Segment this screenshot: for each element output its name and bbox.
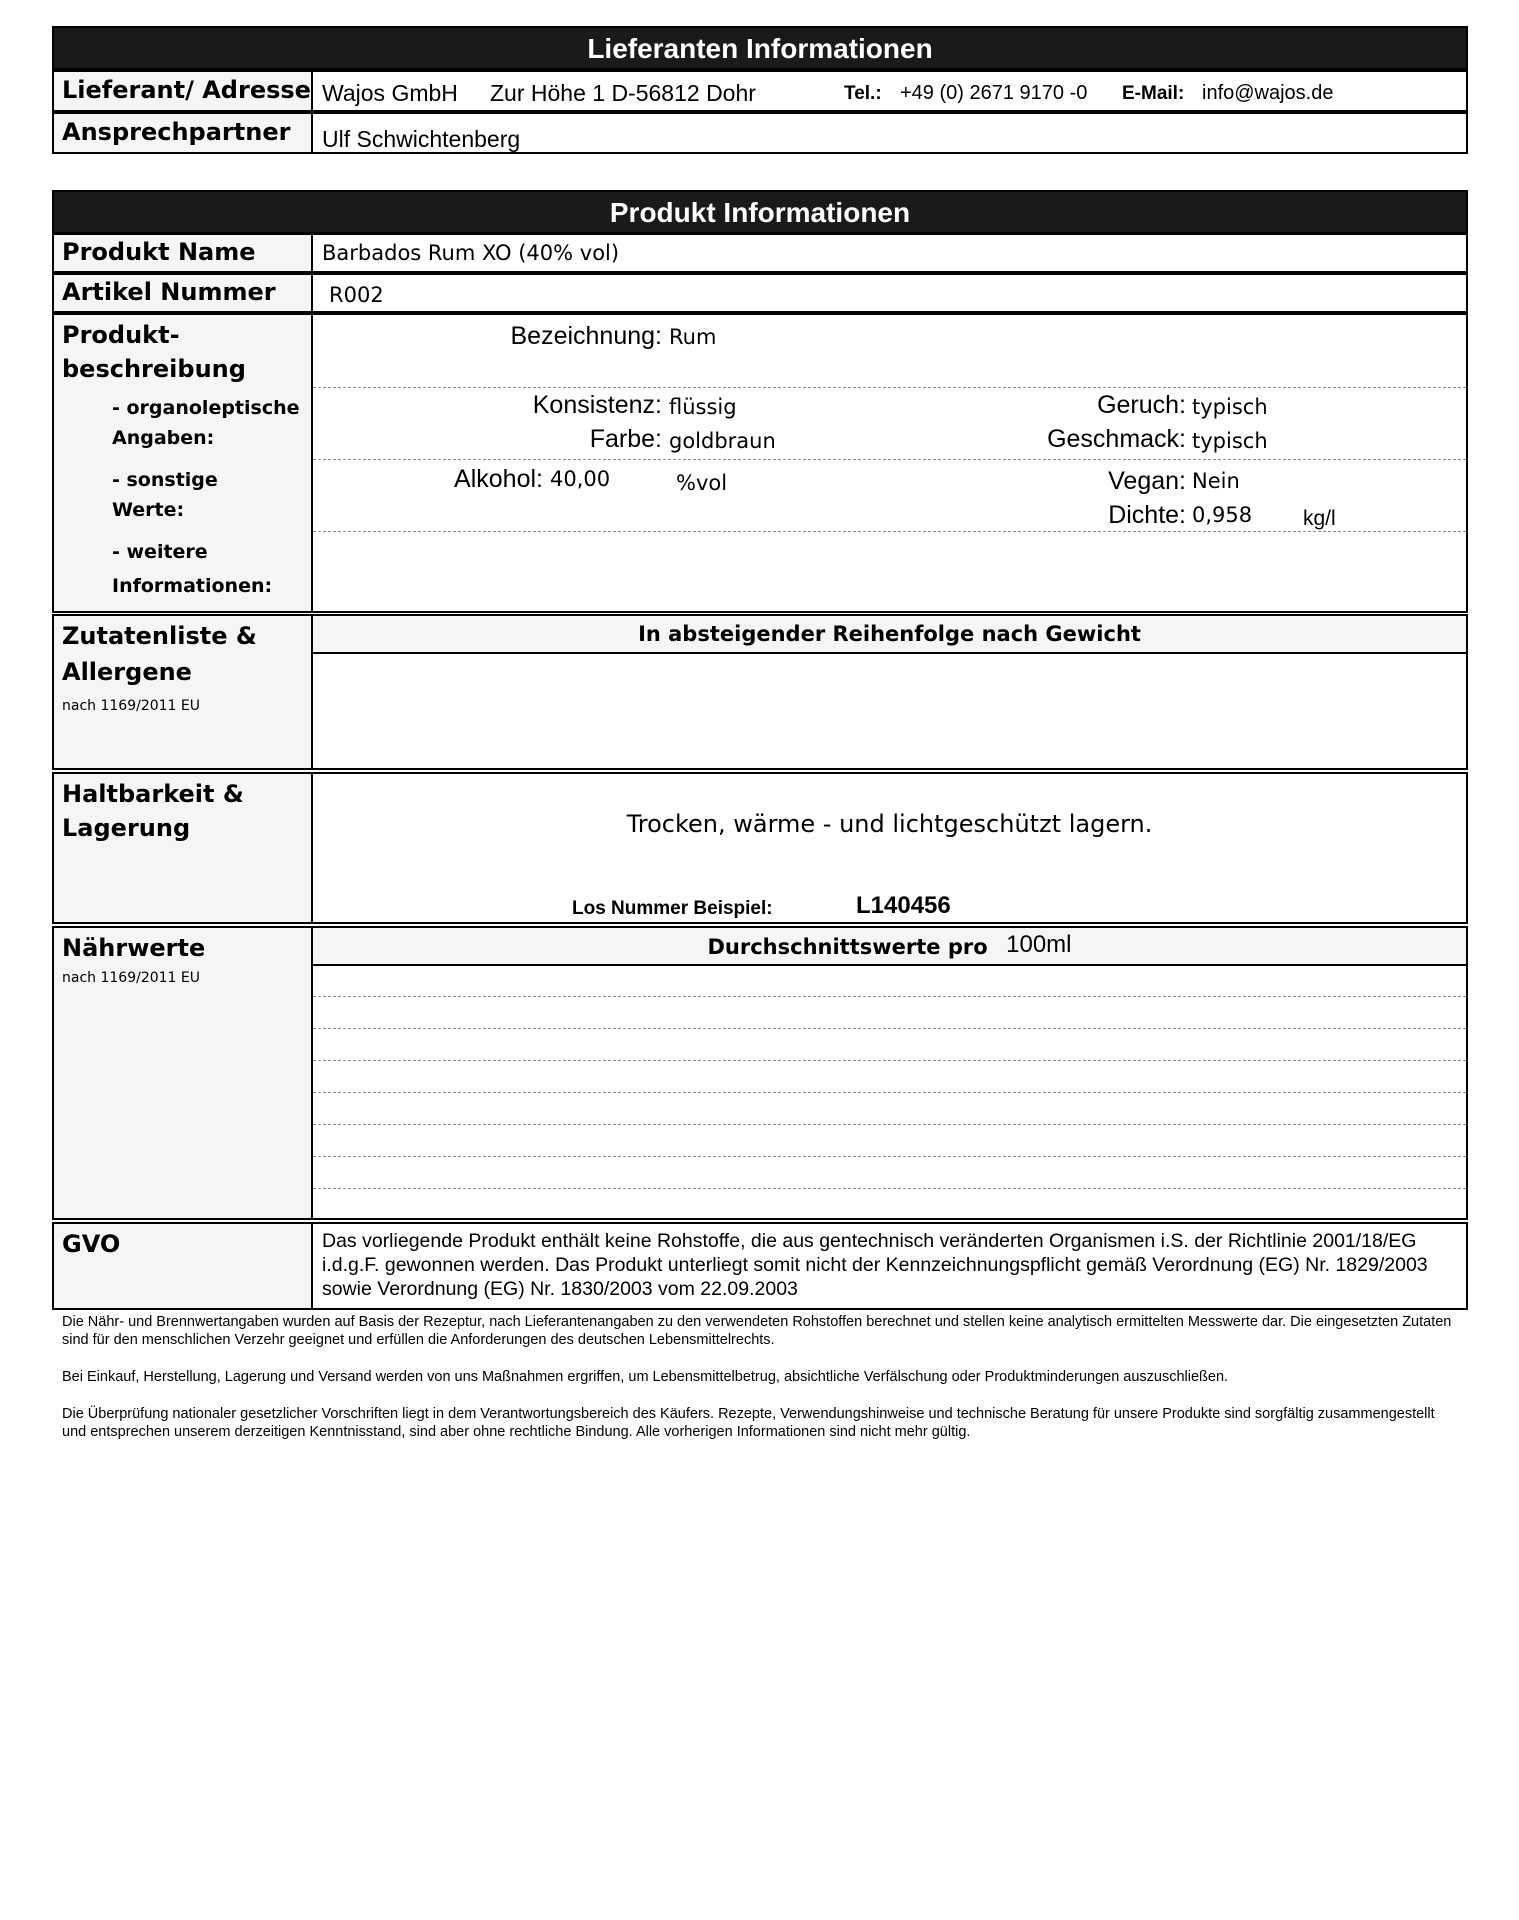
alkohol-value: 40,00 xyxy=(550,467,611,491)
ingredients-heading: In absteigender Reihenfolge nach Gewicht xyxy=(638,622,1141,646)
article-row xyxy=(52,273,1468,313)
vegan-value: Nein xyxy=(1192,469,1240,493)
gvo-section xyxy=(52,1222,1468,1310)
geruch-label: Geruch: xyxy=(1097,391,1186,419)
alkohol-unit: %vol xyxy=(676,471,728,495)
product-name-label: Produkt Name xyxy=(62,238,256,266)
contact-value: Ulf Schwichtenberg xyxy=(322,126,521,152)
geruch-value: typisch xyxy=(1192,395,1268,419)
ingredients-label-2: Allergene xyxy=(62,658,192,686)
other-label-2: Werte: xyxy=(112,499,185,521)
description-label-1: Produkt- xyxy=(62,321,180,349)
ingredients-heading-cell xyxy=(313,616,1466,654)
nutrition-heading-cell xyxy=(313,928,1466,966)
bezeichnung-label: Bezeichnung: xyxy=(510,322,662,350)
geschmack-value: typisch xyxy=(1192,429,1268,453)
supplier-address-label: Lieferant/ Adresse xyxy=(62,76,311,104)
email-label: E-Mail: xyxy=(1122,83,1185,104)
gvo-text: Das vorliegende Produkt enthält keine Rohstoffe, die aus gentechnisch veränderten Organismen i.S. der Richtlinie 2001/18/EG i.d.g.F. gewonnen werden. Das Produkt unterliegt somit nicht der Kennzeichnungspflicht gemäß Verordnung (EG) Nr. 1829/2003 sowie Verordnung (EG) Nr. 1830/2003 vom 22.09.2003 xyxy=(322,1230,1428,1300)
vegan-label: Vegan: xyxy=(1108,467,1186,495)
description-label-2: beschreibung xyxy=(62,355,246,383)
dichte-unit: kg/l xyxy=(1303,507,1336,530)
nutrition-row-line xyxy=(313,1156,1466,1157)
storage-text-cell xyxy=(313,810,1466,838)
geschmack-label: Geschmack: xyxy=(1047,425,1186,453)
ingredients-label-1: Zutatenliste & xyxy=(62,622,257,650)
bezeichnung-value: Rum xyxy=(669,325,717,349)
organo-label-2: Angaben: xyxy=(112,427,215,449)
nutrition-label-cell xyxy=(54,928,313,1218)
product-name-row xyxy=(52,233,1468,273)
nutrition-heading: Durchschnittswerte pro xyxy=(707,935,988,959)
nutrition-section xyxy=(52,926,1468,1220)
ingredients-label-cell xyxy=(54,616,313,768)
ingredients-section xyxy=(52,614,1468,770)
gvo-label: GVO xyxy=(62,1230,121,1258)
article-label: Artikel Nummer xyxy=(62,278,276,306)
storage-label-1: Haltbarkeit & xyxy=(62,780,244,808)
description-label-cell xyxy=(54,315,313,611)
description-values xyxy=(313,315,1466,611)
ingredients-regulation: nach 1169/2011 EU xyxy=(62,698,200,714)
supplier-company: Wajos GmbH xyxy=(322,80,458,106)
nutrition-regulation: nach 1169/2011 EU xyxy=(62,970,200,986)
nutrition-row-line xyxy=(313,1092,1466,1093)
supplier-header: Lieferanten Informationen xyxy=(52,26,1468,70)
footer-note-1: Die Nähr- und Brennwertangaben wurden auf Basis der Rezeptur, nach Lieferantenangaben zu den verwendeten Rohstoffen berechnet und stellen keine analytisch ermittelten Messwerte dar. Die eingesetzten Zutaten sind für den menschlichen Verzehr geeignet und erfüllen die Anforderungen des deutschen Lebensmittelrechts. xyxy=(62,1314,1452,1348)
dichte-label: Dichte: xyxy=(1108,501,1186,529)
description-section xyxy=(52,313,1468,613)
supplier-address-row xyxy=(52,70,1468,112)
other-label-1: - sonstige xyxy=(112,469,218,491)
lot-label: Los Nummer Beispiel: xyxy=(572,898,773,919)
product-header: Produkt Informationen xyxy=(52,190,1468,234)
lot-value: L140456 xyxy=(856,892,951,919)
konsistenz-label: Konsistenz: xyxy=(532,391,662,419)
storage-label-cell xyxy=(54,774,313,922)
contact-label: Ansprechpartner xyxy=(62,118,291,146)
tel-label: Tel.: xyxy=(844,83,882,104)
nutrition-label: Nährwerte xyxy=(62,934,206,962)
more-label-2: Informationen: xyxy=(112,575,273,597)
contact-row xyxy=(52,112,1468,154)
nutrition-per: 100ml xyxy=(1006,931,1072,958)
storage-label-2: Lagerung xyxy=(62,814,191,842)
email-value: info@wajos.de xyxy=(1202,82,1334,104)
product-name-label-cell xyxy=(54,235,313,271)
footer-note-3: Die Überprüfung nationaler gesetzlicher Vorschriften liegt in dem Verantwortungsbereich des Käufers. Rezepte, Verwendungshinweise und technische Beratung für unsere Produkte sind sorgfältig zusammengestellt und entsprechen unserem derzeitigen Kenntnisstand, sind aber ohne rechtliche Bindung. Alle vorherigen Informationen sind nicht mehr gültig. xyxy=(62,1406,1435,1440)
nutrition-row-line xyxy=(313,996,1466,997)
product-name-value: Barbados Rum XO (40% vol) xyxy=(322,241,620,265)
article-value: R002 xyxy=(329,283,384,307)
alkohol-label: Alkohol: xyxy=(454,465,543,493)
storage-section xyxy=(52,772,1468,924)
farbe-label: Farbe: xyxy=(589,425,662,453)
supplier-address: Zur Höhe 1 D-56812 Dohr xyxy=(490,80,756,106)
farbe-value: goldbraun xyxy=(669,429,776,453)
nutrition-row-line xyxy=(313,1124,1466,1125)
contact-label-cell xyxy=(54,114,313,152)
nutrition-row-line xyxy=(313,1060,1466,1061)
nutrition-row-line xyxy=(313,1188,1466,1189)
supplier-address-label-cell xyxy=(54,72,313,110)
nutrition-table xyxy=(313,964,1466,1218)
konsistenz-value: flüssig xyxy=(669,395,737,419)
organo-label-1: - organoleptische xyxy=(112,397,300,419)
tel-value: +49 (0) 2671 9170 -0 xyxy=(900,82,1088,104)
dichte-value: 0,958 xyxy=(1192,503,1253,527)
storage-text: Trocken, wärme - und lichtgeschützt lagern. xyxy=(626,810,1153,838)
article-label-cell xyxy=(54,275,313,311)
more-label-1: - weitere xyxy=(112,541,208,563)
nutrition-row-line xyxy=(313,1028,1466,1029)
footer-note-2: Bei Einkauf, Herstellung, Lagerung und Versand werden von uns Maßnahmen ergriffen, um Lebensmittelbetrug, absichtliche Verfälschung oder Produktminderungen auszuschließen. xyxy=(62,1369,1229,1385)
gvo-label-cell xyxy=(54,1224,313,1308)
